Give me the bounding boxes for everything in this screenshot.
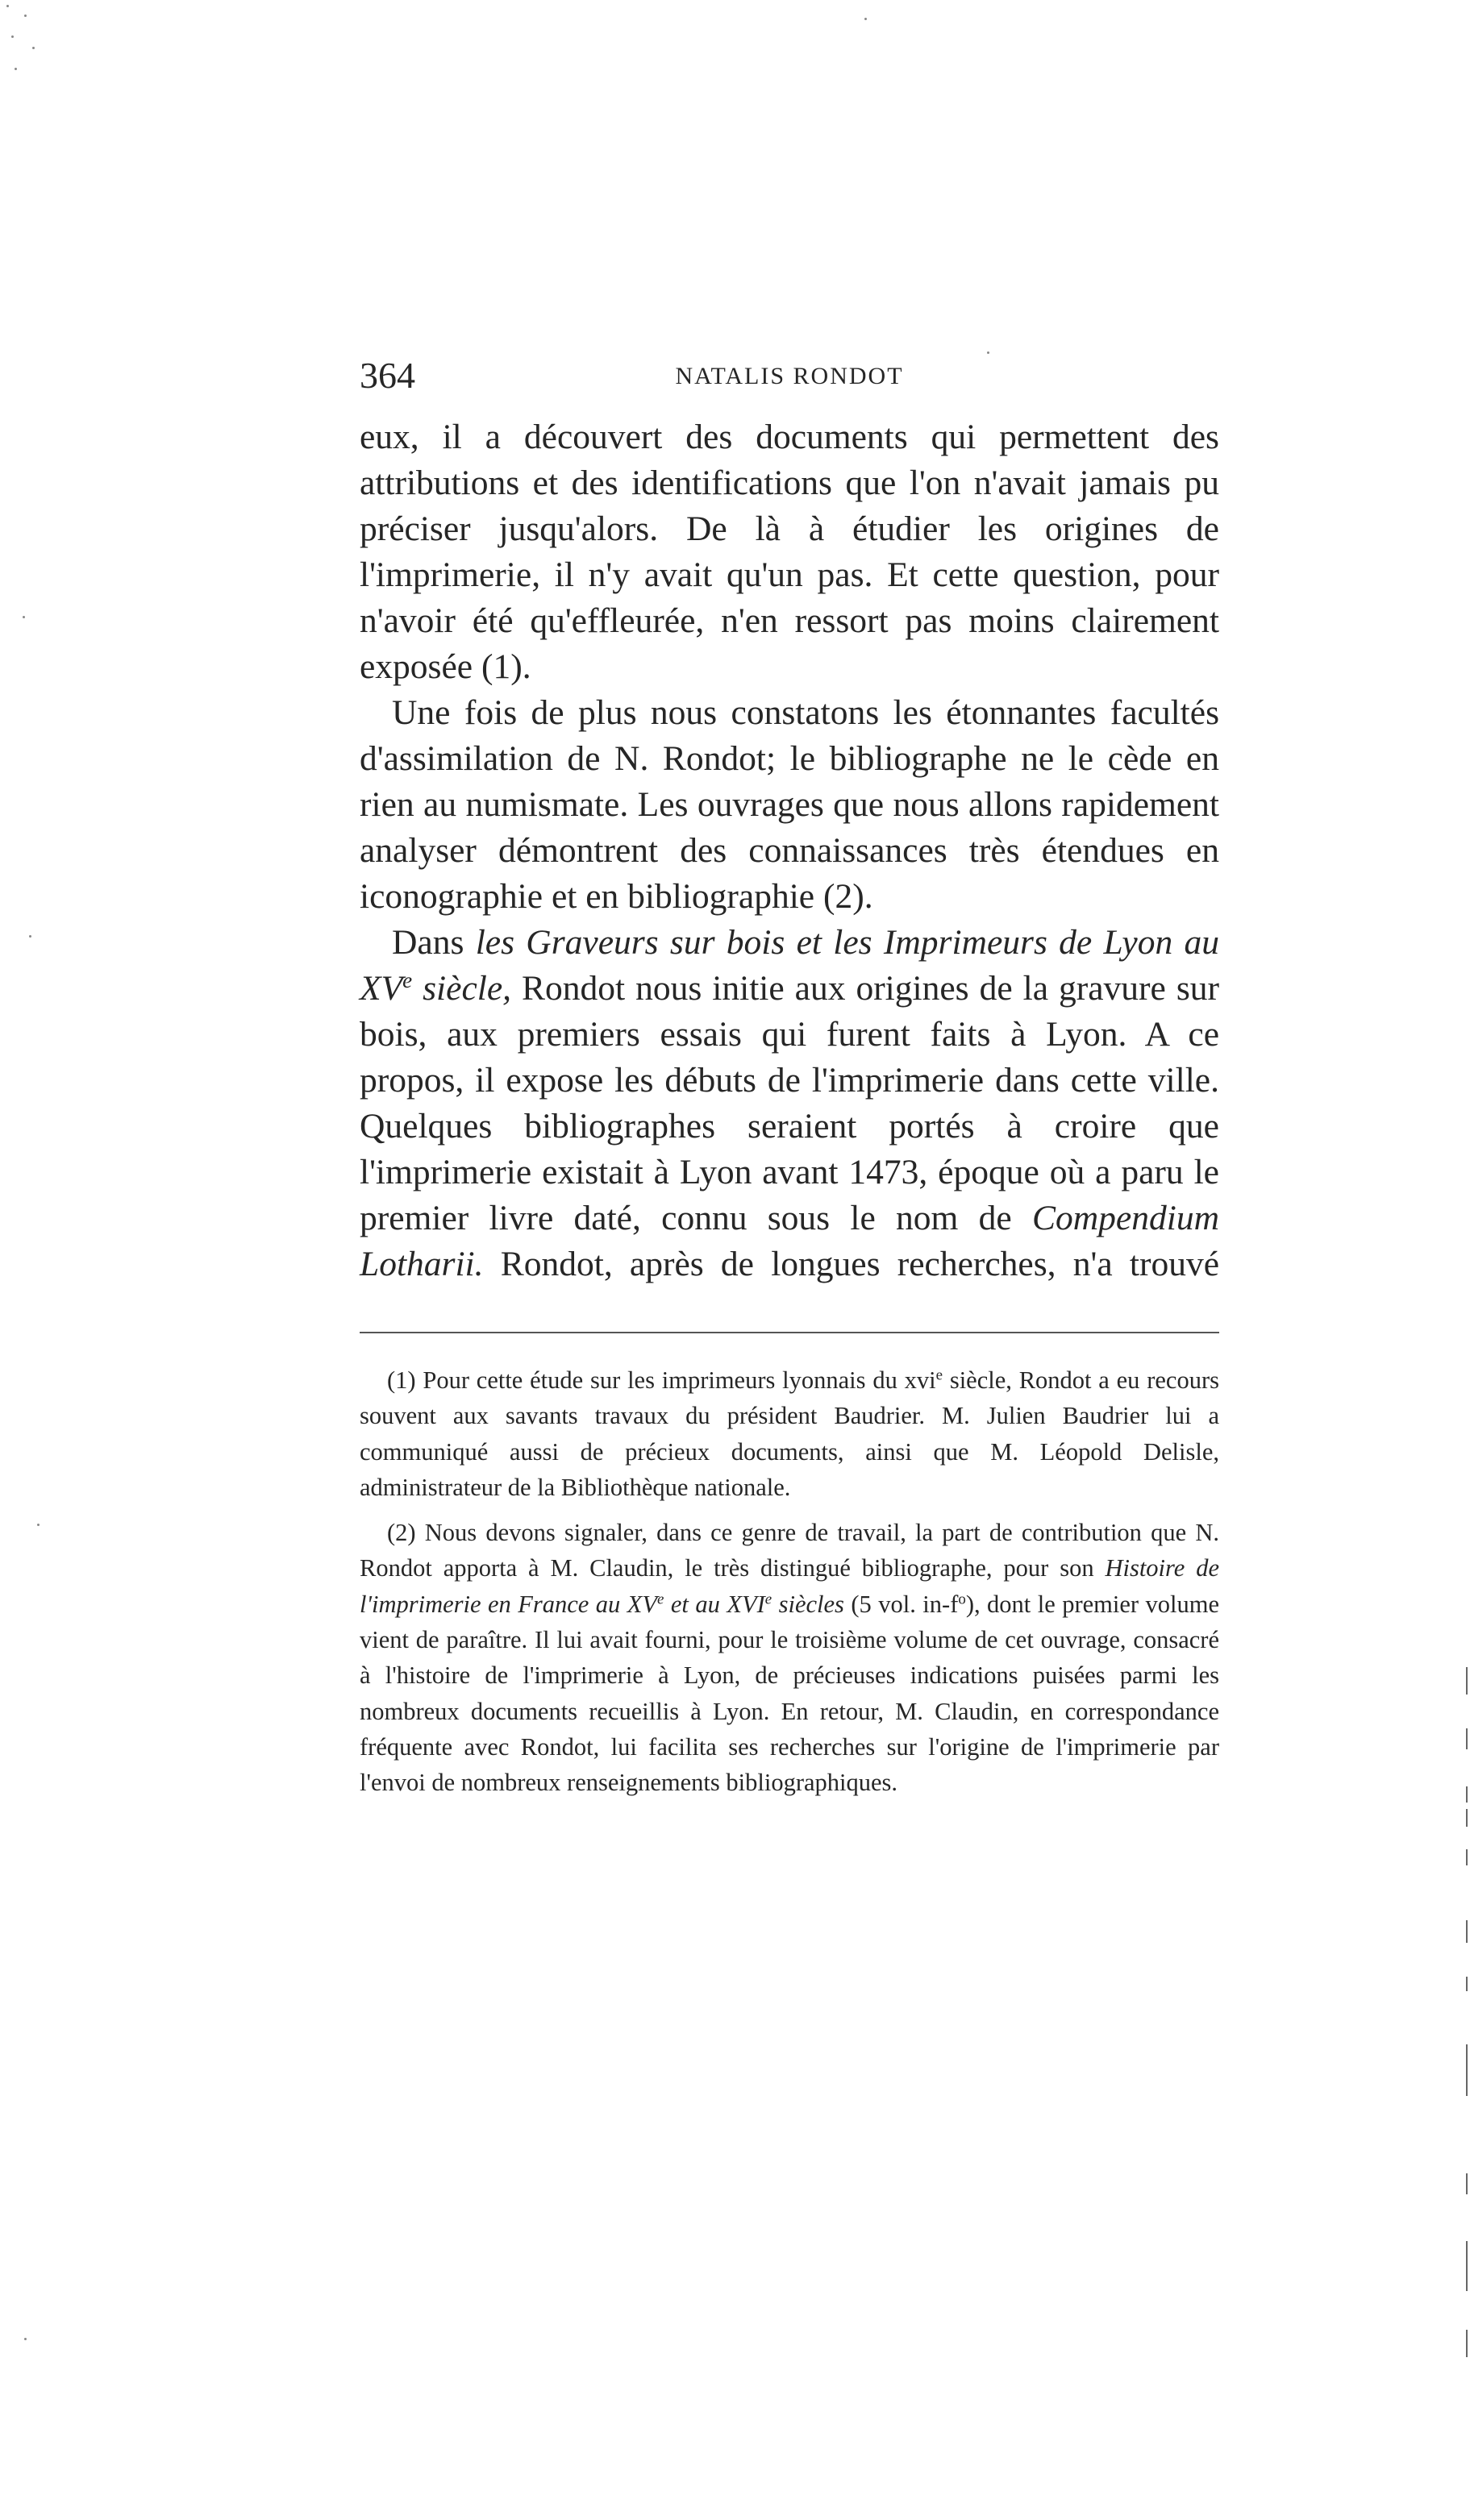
scan-margin-mark [1466,2173,1468,2194]
main-text [360,414,1219,1287]
footnotes [360,1362,1219,1811]
page-number: 364 [360,355,415,396]
scan-margin-mark [1466,2241,1468,2291]
page-header [360,351,1219,400]
paragraph-graveurs-body: Rondot nous initie aux origines de la gravure sur bois, aux premiers essais qui furent faits à Lyon. A ce propos, il expose les débuts de l'imprimerie dans cette ville. Quelques bibliographes seraient portés à croire que l'imprimerie existait à Lyon avant 1473, époque où a paru le premier livre daté, connu sous le nom de [360,969,1219,1237]
scan-margin-mark [1466,1728,1468,1749]
scan-margin-mark [1466,1786,1468,1803]
century-numeral: xvi$^e$ [904,1366,943,1394]
scan-margin-mark [1466,2044,1468,2096]
scan-margin-mark [1466,1809,1468,1827]
footnote-1: (1) Pour cette étude sur les imprimeurs lyonnais du xvi$^e$ siècle, Rondot a eu recours souvent aux savants travaux du président Baudrier. M. Julien Baudrier lui a communiqué aussi de précieux documents, ainsi que M. Léopold Delisle, administrateur de la Bibliothèque nationale. [360,1366,1219,1501]
scan-speck [11,35,14,38]
paragraph-graveurs [360,920,1219,1287]
scan-speck [864,18,867,20]
footnote-divider [360,1332,1219,1333]
book-title-compendium: Compendium Lotharii. [360,1199,1219,1283]
scan-margin-mark [1466,1667,1468,1695]
scan-speck [37,1524,40,1526]
paragraph-continued: eux, il a découvert des documents qui permettent des attributions et des identifications que l'on n'avait jamais pu préciser jusqu'alors. De là à étudier les origines de l'imprimerie, il n'y avait qu'un pas. Et cette question, pour n'avoir été qu'effleurée, n'en ressort pas moins clairement exposée (1). [360,418,1219,686]
running-head: NATALIS RONDOT [675,363,904,389]
scan-margin-mark [1466,1849,1468,1865]
scan-speck [987,351,989,354]
scan-speck [32,47,35,49]
book-title-graveurs: les Graveurs sur bois et les Imprimeurs de Lyon au XVe siècle, [360,923,1219,1008]
scan-speck [23,616,25,618]
scan-margin-mark [1466,1977,1468,1991]
footnote-2: (2) Nous devons signaler, dans ce genre de travail, la part de contribution que N. Rondot apporta à M. Claudin, le très distingué bibliographe, pour son Histoire de l'imprimerie en France au XVe et au XVIe siècles (5 vol. $in-f^o$), dont le premier volume vient de paraître. Il lui avait fourni, pour le troisième volume de cet ouvrage, consacré à l'histoire de l'imprimerie à Lyon, de précieuses indications puisées parmi les nombreux documents recueillis à Lyon. En retour, M. Claudin, en correspondance fréquente avec Rondot, lui facilita ses recherches sur l'origine de l'imprimerie par l'envoi de nombreux renseignements bibliographiques. [360,1519,1219,1797]
scan-speck [15,68,17,70]
book-title-histoire: Histoire de l'imprimerie en France au XVe et au XVIe siècles [360,1554,1219,1618]
scan-margin-mark [1466,1920,1468,1943]
scan-speck [6,5,9,7]
paragraph-graveurs-end: Rondot, après de longues recherches, n'a trouvé [483,1245,1219,1283]
scan-margin-mark [1466,2330,1468,2357]
scan-speck [24,2338,27,2340]
scan-speck [24,15,27,17]
scan-speck [29,935,31,938]
paragraph-assimilation: Une fois de plus nous constatons les étonnantes facultés d'assimilation de N. Rondot; le bibliographe ne le cède en rien au numismate. Les ouvrages que nous allons rapidement analyser démontrent des connaissances très étendues en iconographie et en bibliographie (2). [360,693,1219,916]
paragraph-graveurs-intro: Dans [392,923,476,962]
